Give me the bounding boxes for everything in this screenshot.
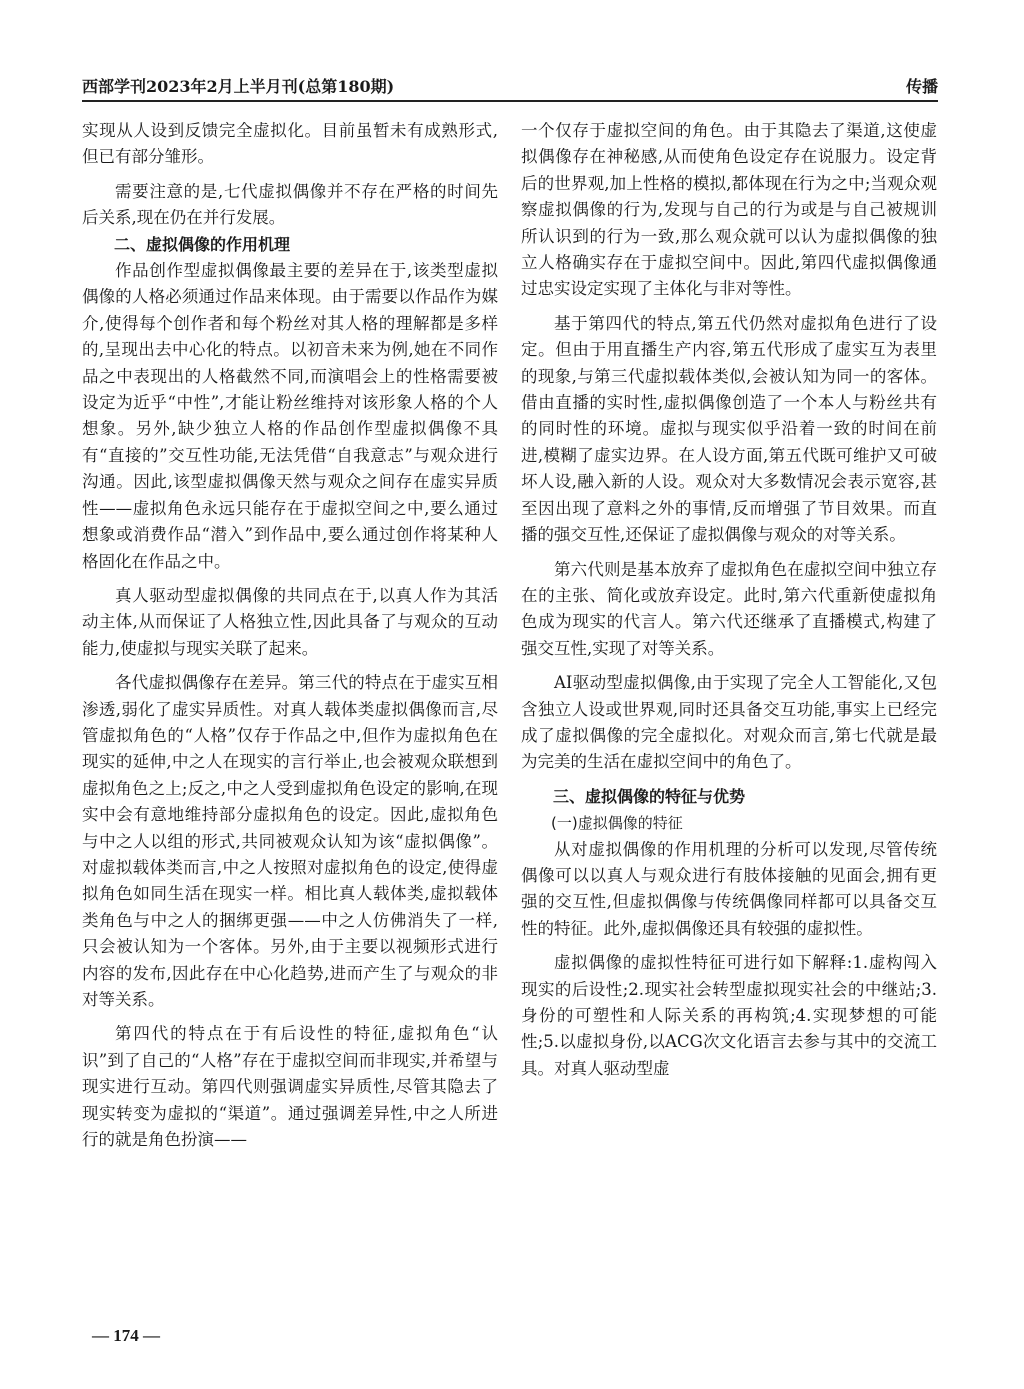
paragraph: AI驱动型虚拟偶像,由于实现了完全人工智能化,又包含独立人设或世界观,同时还具备交互功能,事实上已经完成了虚拟偶像的完全虚拟化。对观众而言,第七代就是最为完美的生活在虚拟空间中的角色了。 — [521, 673, 937, 772]
paragraph: 虚拟偶像的虚拟性特征可进行如下解释:1.虚构闯入现实的后设性;2.现实社会转型虚拟现实社会的中继站;3.身份的可塑性和人际关系的再构筑;4.实现梦想的可能性;5.以虚拟身份,以ACG次文化语言去参与其中的交流工具。对真人驱动型虚 — [521, 953, 937, 1078]
paragraph: 真人驱动型虚拟偶像的共同点在于,以真人作为其活动主体,从而保证了人格独立性,因此具备了与观众的互动能力,使虚拟与现实关联了起来。 — [82, 585, 498, 658]
paragraph: 各代虚拟偶像存在差异。第三代的特点在于虚实互相渗透,弱化了虚实异质性。对真人载体类虚拟偶像而言,尽管虚拟角色的“人格”仅存于作品之中,但作为虚拟角色在现实的延伸,中之人在现实的言行举止,也会被观众联想到虚拟角色之上;反之,中之人受到虚拟角色设定的影响,在现实中会有意地维持部分虚拟角色的设定。因此,虚拟角色与中之人以组的形式,共同被观众认知为该“虚拟偶像”。对虚拟载体类而言,中之人按照对虚拟角色的设定,使得虚拟角色如同生活在现实一样。相比真人载体类,虚拟载体类角色与中之人的捆绑更强——中之人仿佛消失了一样,只会被认知为一个客体。另外,由于主要以视频形式进行内容的发布,因此存在中心化趋势,进而产生了与观众的非对等关系。 — [82, 673, 498, 1009]
paragraph: 第六代则是基本放弃了虚拟角色在虚拟空间中独立存在的主张、简化或放弃设定。此时,第六代重新使虚拟角色成为现实的代言人。第六代还继承了直播模式,构建了强交互性,实现了对等关系。 — [521, 559, 937, 658]
paragraph: 需要注意的是,七代虚拟偶像并不存在严格的时间先后关系,现在仍在并行发展。 — [82, 181, 498, 228]
paragraph: 从对虚拟偶像的作用机理的分析可以发现,尽管传统偶像可以以真人与观众进行有肢体接触的见面会,拥有更强的交互性,但虚拟偶像与传统偶像同样都可以具备交互性的特征。此外,虚拟偶像还具有较强的虚拟性。 — [521, 839, 937, 938]
paragraph: 第四代的特点在于有后设性的特征,虚拟角色“认识”到了自己的“人格”存在于虚拟空间而非现实,并希望与现实进行互动。第四代则强调虚实异质性,尽管其隐去了现实转变为虚拟的“渠道”。通过强调差异性,中之人所进行的就是角色扮演—— — [82, 1024, 498, 1150]
subsection-heading: (一)虚拟偶像的特征 — [551, 814, 683, 833]
journal-title: 西部学刊2023年2月上半月刊(总第180期) — [82, 77, 395, 96]
right-column — [521, 118, 937, 1082]
section-heading: 三、虚拟偶像的特征与优势 — [553, 786, 746, 806]
left-column — [82, 118, 498, 1153]
running-header — [82, 72, 938, 102]
paragraph: 作品创作型虚拟偶像最主要的差异在于,该类型虚拟偶像的人格必须通过作品来体现。由于需要以作品作为媒介,使得每个创作者和每个粉丝对其人格的理解都是多样的,呈现出去中心化的特点。以初音未来为例,她在不同作品之中表现出的人格截然不同,而演唱会上的性格需要被设定为近乎“中性”,才能让粉丝维持对该形象人格的个人想象。另外,缺少独立人格的作品创作型虚拟偶像不具有“直接的”交互性功能,无法凭借“自我意志”与观众进行沟通。因此,该型虚拟偶像天然与观众之间存在虚实异质性——虚拟角色永远只能存在于虚拟空间之中,要么通过想象或消费作品“潜入”到作品中,要么通过创作将某种人格固化在作品之中。 — [82, 261, 498, 571]
paragraph: 实现从人设到反馈完全虚拟化。目前虽暂未有成熟形式,但已有部分雏形。 — [82, 121, 498, 167]
paragraph: 基于第四代的特点,第五代仍然对虚拟角色进行了设定。但由于用直播生产内容,第五代形成了虚实互为表里的现象,与第三代虚拟载体类似,会被认知为同一的客体。借由直播的实时性,虚拟偶像创造了一个本人与粉丝共有的同时性的环境。虚拟与现实似乎沿着一致的时间在前进,模糊了虚实边界。在人设方面,第五代既可维护又可破坏人设,融入新的人设。观众对大多数情况会表示宽容,甚至因出现了意料之外的事情,反而增强了节目效果。而直播的强交互性,还保证了虚拟偶像与观众的对等关系。 — [521, 313, 937, 545]
page-number: — 174 — — [92, 1326, 160, 1345]
section-heading: 二、虚拟偶像的作用机理 — [114, 234, 291, 254]
paragraph: 一个仅存于虚拟空间的角色。由于其隐去了渠道,这使虚拟偶像存在神秘感,从而使角色设定存在说服力。设定背后的世界观,加上性格的模拟,都体现在行为之中;当观众观察虚拟偶像的行为,发现与自己的行为或是与自己被规训所认识到的行为一致,那么观众就可以认为虚拟偶像的独立人格确实存在于虚拟空间中。因此,第四代虚拟偶像通过忠实设定实现了主体化与非对等性。 — [521, 121, 937, 299]
section-name: 传播 — [905, 77, 938, 96]
